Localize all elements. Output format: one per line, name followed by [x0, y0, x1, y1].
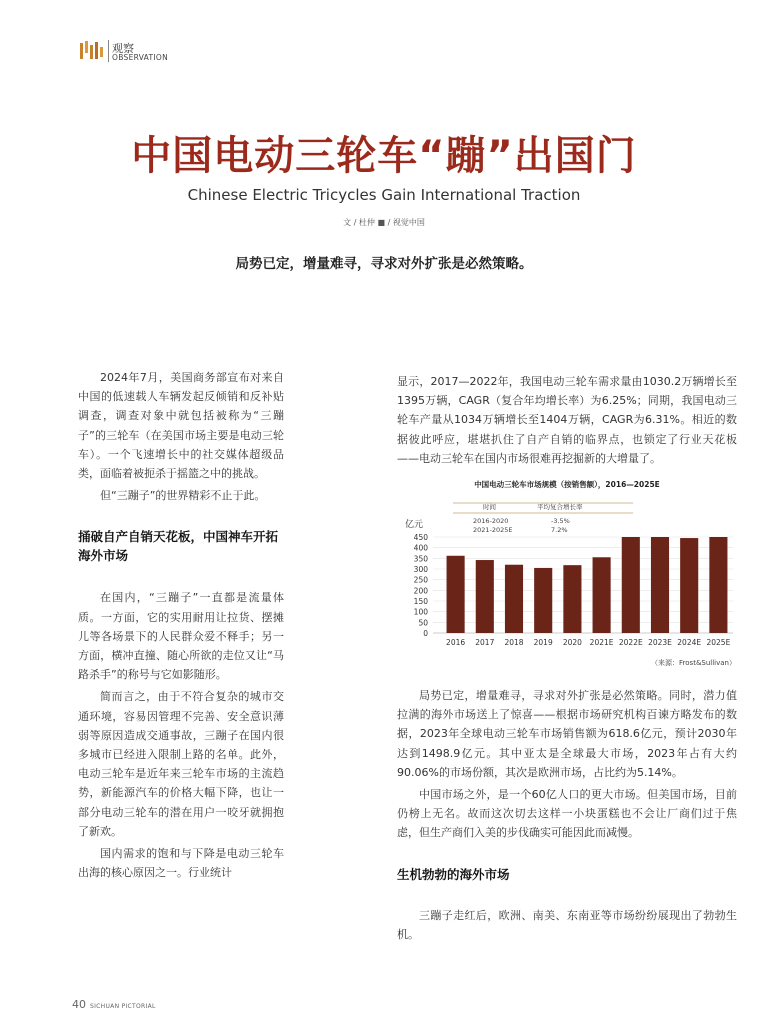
magazine-logo-icon	[78, 40, 106, 62]
section-label-en: OBSERVATION	[112, 53, 169, 62]
x-tick-label: 2020	[562, 638, 582, 647]
y-tick-label: 200	[413, 586, 428, 596]
left-column	[78, 368, 284, 882]
paragraph: 国内需求的饱和与下降是电动三轮车出海的核心原因之一。行业统计	[78, 847, 284, 880]
paragraph: 显示，2017—2022年，我国电动三轮车需求量由1030.2万辆增长至1395万辆，CAGR（复合年均增长率）为6.25%；同期，我国电动三轮车产量从1034万辆增长至1404万辆，CAGR为6.31%。相近的数据彼此呼应，堪堪扒住了自产自销的临界点，也锁定了行业天花板——电动三轮车在国内市场很难再挖掘新的大增量了。	[397, 375, 737, 465]
bar	[709, 537, 727, 633]
y-tick-label: 0	[423, 629, 428, 638]
table-cell: -3.5%	[551, 517, 570, 525]
bar	[447, 556, 465, 633]
bar	[622, 537, 640, 633]
article-subtitle: Chinese Electric Tricycles Gain International Traction	[187, 186, 581, 204]
x-tick-label: 2018	[504, 638, 524, 647]
bar	[680, 538, 698, 633]
table-cell: 7.2%	[551, 526, 568, 534]
y-axis-label: 亿元	[405, 520, 424, 530]
paragraph: 在国内，“三蹦子”一直都是流量体质。一方面，它的实用耐用让拉货、摆摊儿等各场景下的人民群众爱不释手；另一方面，横冲直撞、随心所欲的走位又让“马路杀手”的称号与它如影随形。	[78, 591, 284, 682]
y-tick-label: 350	[413, 554, 428, 564]
section-label: 观察	[112, 42, 134, 55]
y-tick-label: 250	[413, 575, 428, 585]
page-footer	[72, 998, 156, 1011]
bar	[476, 560, 494, 633]
y-tick-label: 300	[413, 565, 428, 574]
bar	[593, 557, 611, 633]
y-tick-label: 150	[413, 597, 428, 606]
x-tick-label: 2021E	[589, 638, 614, 647]
publication-name: SICHUAN PICTORIAL	[90, 1003, 156, 1010]
y-tick-label: 400	[413, 543, 428, 553]
y-tick-label: 450	[413, 533, 428, 542]
lead-sentence: 局势已定，增量难寻，寻求对外扩张是必然策略。	[235, 256, 533, 272]
x-tick-label: 2023E	[648, 638, 672, 647]
market-size-bar-chart	[397, 497, 737, 657]
chart-source: （来源：Frost&Sullivan）	[651, 659, 736, 667]
bar	[651, 537, 669, 633]
x-tick-label: 2016	[446, 638, 466, 647]
section-divider	[108, 40, 109, 62]
right-column-top	[397, 372, 737, 468]
section-heading: 捅破自产自销天花板，中国神车开拓海外市场	[78, 529, 279, 564]
y-tick-label: 100	[413, 607, 428, 617]
paragraph: 简而言之，由于不符合复杂的城市交通环境，容易因管理不完善、安全意识薄弱等原因造成交通事故，三蹦子在国内很多城市已经进入限制上路的名单。此外，电动三轮车是近年来三轮车市场的主流趋势，新能源汽车的价格大幅下降，也让一部分电动三轮车的潜在用户一咬牙就拥抱了新欢。	[78, 690, 284, 838]
paragraph: 但“三蹦子”的世界精彩不止于此。	[100, 489, 266, 503]
paragraph: 2024年7月，美国商务部宣布对来自中国的低速载人车辆发起反倾销和反补贴调查，调查对象中就包括被称为“三蹦子”的三轮车（在美国市场主要是电动三轮车）。一个飞速增长中的社交媒体超级品类，面临着被扼杀于摇篮之中的挑战。	[78, 371, 284, 481]
bar	[563, 565, 581, 633]
table-header: 平均复合增长率	[537, 503, 583, 511]
table-cell: 2021-2025E	[473, 526, 513, 534]
article-title: 中国电动三轮车“蹦”出国门	[131, 133, 637, 179]
page-number: 40	[72, 998, 86, 1011]
paragraph: 局势已定，增量难寻，寻求对外扩张是必然策略。同时，潜力值拉满的海外市场送上了惊喜——根据市场研究机构百谏方略发布的数据，2023年全球电动三轮车市场销售额为618.6亿元，预计2030年达到1498.9亿元。其中亚太是全球最大市场，2023年占有大约90.06%的市场份额，其次是欧洲市场，占比约为5.14%。	[397, 689, 737, 779]
x-tick-label: 2019	[533, 638, 553, 647]
paragraph: 中国市场之外，是一个60亿人口的更大市场。但美国市场，目前仍榜上无名。故而这次切去这样一小块蛋糕也不会让厂商们过于焦虑，但生产商们入美的步伐确实可能因此而减慢。	[397, 788, 737, 840]
x-tick-label: 2024E	[677, 638, 702, 647]
table-cell: 2016-2020	[473, 517, 509, 525]
x-tick-label: 2025E	[706, 638, 731, 647]
right-column-bottom	[397, 686, 737, 944]
chart-title: 中国电动三轮车市场规模（按销售额），2016—2025E	[474, 480, 660, 489]
table-header: 时间	[483, 503, 496, 511]
bar	[534, 568, 552, 633]
x-tick-label: 2017	[475, 638, 495, 647]
paragraph: 三蹦子走红后，欧洲、南美、东南亚等市场纷纷展现出了勃勃生机。	[397, 908, 737, 941]
byline: 文 / 杜仲 ■ / 视觉中国	[343, 218, 425, 227]
section-heading: 生机勃勃的海外市场	[397, 866, 510, 882]
y-tick-label: 50	[418, 618, 428, 628]
x-tick-label: 2022E	[618, 638, 643, 647]
bar	[505, 565, 523, 633]
